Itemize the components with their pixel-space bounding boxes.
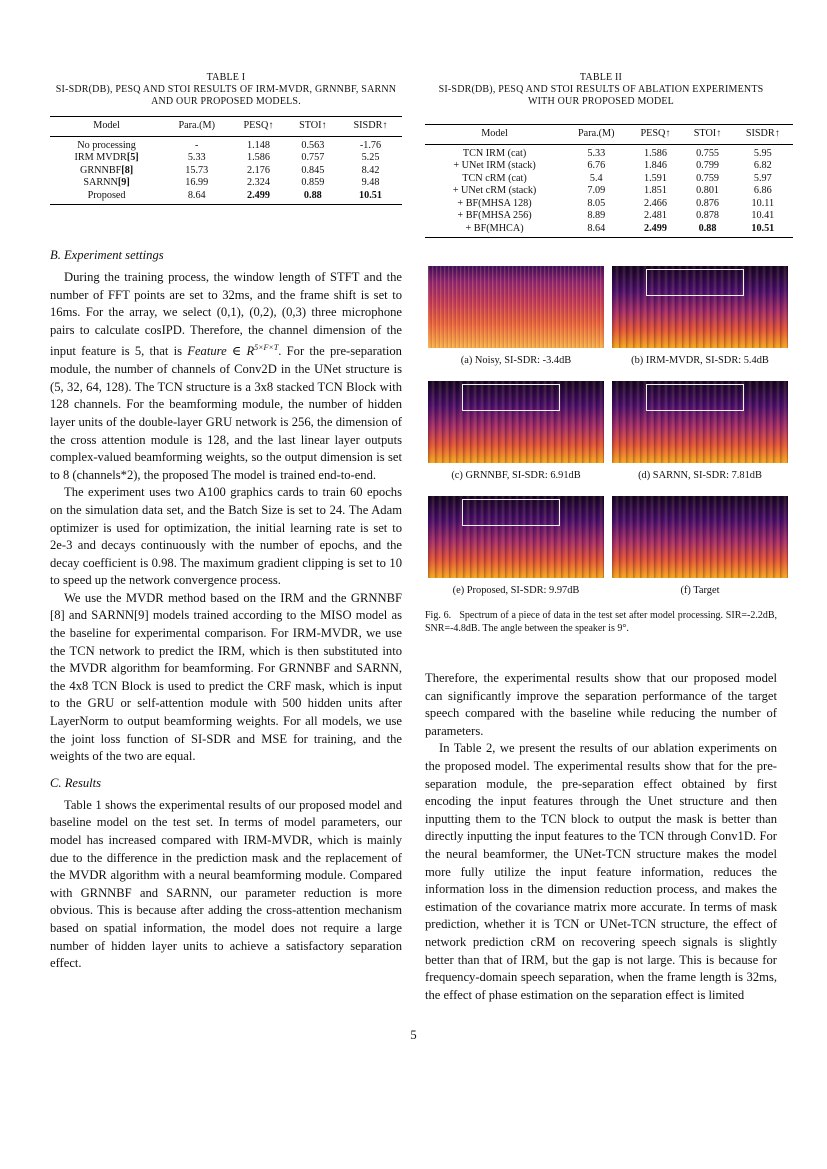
table2-cell-para: 5.33 bbox=[587, 147, 606, 159]
table2-cell-stoi: 0.878 bbox=[696, 210, 719, 221]
section-heading-settings: B. Experiment settings bbox=[50, 248, 164, 262]
table2-header-para: Para.(M) bbox=[578, 128, 615, 139]
table1-cell-ref[interactable]: [9] bbox=[117, 177, 130, 188]
table1-cell-sisdr: 8.42 bbox=[361, 164, 380, 176]
paragraph bbox=[50, 269, 402, 484]
table1-cell-para: - bbox=[195, 139, 199, 151]
table2-header-model: Model bbox=[481, 128, 508, 139]
math-in: ∈ bbox=[226, 344, 247, 359]
table-row bbox=[50, 190, 402, 205]
table1-number: TABLE I bbox=[206, 72, 246, 83]
subcaption-a: (a) Noisy, SI-SDR: -3.4dB bbox=[460, 355, 572, 366]
paragraph: The experiment uses two A100 graphics cards to train 60 epochs on the simulation data set, and the Batch Size is set to 24. The Adam optimizer is used for optimization, the initial learning rate is set to 2e-3 and decays continuously with the number of epochs, and the decay coefficient is 0.98. The maximum gradient clipping is set to 10 to speed up the network convergence process. bbox=[50, 485, 402, 588]
table1-cell-pesq: 1.586 bbox=[247, 152, 270, 163]
table2-cell-para: 8.05 bbox=[587, 197, 606, 209]
paragraph-text: . For the pre-separation module, the number of channels of Conv2D in the UNet structure is (5, 32, 64, 128). The TCN structure is a 3x8 stacked TCN Block with 128 channels. For the beamforming module, the number of hidden layer units of the double-layer GRU network is 256, the dimension of the cross attention module is 128, and the last linear layer outputs complex-valued beamforming weights, so the output dimension is set to 8 (channels*2), the proposed The model is trained end-to-end. bbox=[50, 344, 402, 482]
table1-cell-model: GRNNBF bbox=[79, 164, 122, 176]
table2-cell-para: 6.76 bbox=[587, 160, 606, 171]
section-heading-results: C. Results bbox=[50, 775, 102, 790]
table2-header-row bbox=[425, 125, 793, 145]
subcaption-e: (e) Proposed, SI-SDR: 9.97dB bbox=[452, 585, 580, 596]
math-set: R bbox=[246, 344, 255, 359]
highlight-box bbox=[646, 269, 744, 296]
table1-cell-para: 16.99 bbox=[185, 177, 209, 188]
paragraph: In Table 2, we present the results of our ablation experiments on the proposed model. The experimental results show that for the pre-separation module, the pre-separation effect obtained by first encoding the input features through the Unet structure and then inputting them to the TCN block to output the mask is better than directly inputting the input features to the TCN through Conv1D. For the neural beamformer, the UNet-TCN structure makes the model more fully utilize the input feature information, reduces the information loss in the dimension reduction process, and makes the estimation of the covariance matrix more accurate. In terms of mask prediction, whether it is TCN or UNet-TCN structure, the effect of network prediction cRM on recovering speech signals is slightly better than that of IRM, but the gap is not large. This is because for frequency-domain speech separation, when the frame length is 32ms, the effect of phase estimation on the separation effect is limited bbox=[425, 741, 777, 1002]
table2-cell-stoi: 0.88 bbox=[698, 222, 717, 234]
table1-header-model: Model bbox=[93, 120, 120, 131]
table2-cell-stoi: 0.801 bbox=[696, 185, 719, 196]
table2-cell-pesq: 2.499 bbox=[643, 222, 667, 234]
spectrogram-grnnbf bbox=[428, 381, 604, 463]
table-row bbox=[50, 165, 402, 178]
table1-cell-stoi: 0.563 bbox=[301, 139, 325, 151]
table-row bbox=[425, 198, 793, 211]
table1-header-row bbox=[50, 117, 402, 137]
table2-header-pesq: PESQ↑ bbox=[640, 128, 671, 139]
table2-cell-para: 5.4 bbox=[589, 172, 603, 184]
paragraph: Therefore, the experimental results show that our proposed model can significantly improve the separation performance of the target speech compared with the baseline while reducing the number of parameters. bbox=[425, 671, 777, 738]
table1 bbox=[50, 116, 402, 205]
table2-cell-sisdr: 5.95 bbox=[753, 147, 772, 159]
table1-cell-pesq: 2.324 bbox=[247, 177, 270, 188]
paragraph: Table 1 shows the experimental results of our proposed model and baseline model on the test set. In terms of model parameters, our model has increased compared with IRM-MVDR, which is mainly due to the difference in the prediction mask and the replacement of the MVDR algorithm with a neural beamforming module. Compared with GRNNBF and SARNN, our parameter reduction is more obvious. This is because after adding the cross-attention mechanism based on spatial information, the model does not require a large number of hidden layer units to achieve a satisfactory separation effect. bbox=[50, 797, 402, 971]
table2-cell-sisdr: 6.86 bbox=[753, 185, 772, 196]
paragraph: We use the MVDR method based on the IRM and the GRNNBF [8] and SARNN[9] models trained according to the MISO model as the baseline for experimental comparison. For IRM-MVDR, we use the TCN network to predict the IRM, which is then substituted into the MVDR algorithm for beamforming. For GRNNBF and SARNN, the 4x8 TCN Block is used to predict the CRF mask, which is input to the GRU or self-attention module with 500 hidden units after LayerNorm to output beamforming weights. For all models, we use the joint loss function of SI-SDR and MSE for training, and the weights of the two are equal. bbox=[50, 590, 402, 764]
table2-cell-sisdr: 5.97 bbox=[753, 172, 772, 184]
table1-cell-para: 5.33 bbox=[187, 152, 206, 163]
table1-cell-sisdr: 10.51 bbox=[359, 189, 382, 201]
table1-header-sisdr: SISDR↑ bbox=[353, 120, 388, 131]
table2-cell-sisdr: 10.11 bbox=[751, 197, 775, 209]
table-row bbox=[50, 136, 402, 152]
table2-header-stoi: STOI↑ bbox=[693, 128, 722, 139]
table-row bbox=[425, 173, 793, 186]
table2-title: SI-SDR(DB), PESQ AND STOI RESULTS OF ABLATION EXPERIMENTS WITH OUR PROPOSED MODEL bbox=[438, 84, 764, 107]
table1-caption bbox=[50, 72, 402, 108]
table2-cell-para: 8.64 bbox=[587, 222, 606, 234]
table1-cell-model: SARNN bbox=[83, 177, 118, 188]
table2-cell-pesq: 1.586 bbox=[643, 147, 667, 159]
table1-header-pesq: PESQ↑ bbox=[243, 120, 274, 131]
table2-cell-model: + UNet IRM (stack) bbox=[453, 160, 536, 171]
table2-cell-para: 7.09 bbox=[587, 185, 606, 196]
figure-6 bbox=[428, 266, 788, 596]
table1-cell-pesq: 2.176 bbox=[247, 164, 270, 176]
table2-cell-sisdr: 10.51 bbox=[751, 222, 775, 234]
subcaption-b: (b) IRM-MVDR, SI-SDR: 5.4dB bbox=[631, 355, 769, 366]
table1-cell-stoi: 0.859 bbox=[301, 177, 325, 188]
page-number: 5 bbox=[410, 1028, 417, 1042]
figure-caption-label: Fig. 6. bbox=[425, 610, 452, 621]
table1-cell-model: No processing bbox=[77, 139, 136, 151]
table2-cell-model: TCN cRM (cat) bbox=[462, 172, 527, 184]
figure-caption bbox=[425, 610, 777, 635]
table2-caption bbox=[425, 72, 777, 108]
table-row bbox=[425, 144, 793, 160]
table2-cell-model: TCN IRM (cat) bbox=[462, 147, 527, 159]
table2-cell-pesq: 1.591 bbox=[643, 172, 667, 184]
table2-number: TABLE II bbox=[579, 72, 623, 83]
table1-header-para: Para.(M) bbox=[178, 120, 215, 131]
table1-cell-model: IRM MVDR bbox=[74, 152, 127, 163]
table2-cell-pesq: 1.851 bbox=[643, 185, 667, 196]
spectrogram-irm-mvdr bbox=[612, 266, 788, 348]
table1-cell-pesq: 2.499 bbox=[247, 189, 270, 201]
table1-cell-ref[interactable]: [5] bbox=[126, 152, 139, 163]
spectrogram-noisy bbox=[428, 266, 604, 348]
table1-title: SI-SDR(DB), PESQ AND STOI RESULTS OF IRM-MVDR, GRNNBF, SARNN AND OUR PROPOSED MODELS. bbox=[55, 84, 397, 107]
subcaption-c: (c) GRNNBF, SI-SDR: 6.91dB bbox=[451, 470, 581, 481]
table2-cell-para: 8.89 bbox=[587, 210, 606, 221]
table1-cell-sisdr: -1.76 bbox=[359, 139, 382, 151]
table-row bbox=[425, 223, 793, 238]
table-row bbox=[425, 185, 793, 198]
spectrogram-sarnn bbox=[612, 381, 788, 463]
table1-cell-para: 8.64 bbox=[187, 189, 206, 201]
table2-cell-model: + UNet cRM (stack) bbox=[452, 185, 537, 196]
table2-cell-stoi: 0.799 bbox=[696, 160, 719, 171]
table2-cell-stoi: 0.876 bbox=[696, 197, 719, 209]
highlight-box bbox=[462, 384, 560, 411]
table1-cell-sisdr: 5.25 bbox=[361, 152, 380, 163]
table-row bbox=[425, 160, 793, 173]
table2-cell-pesq: 1.846 bbox=[643, 160, 667, 171]
table2-cell-sisdr: 10.41 bbox=[751, 210, 775, 221]
subcaption-f: (f) Target bbox=[680, 585, 720, 596]
table1-cell-model: Proposed bbox=[87, 189, 126, 201]
right-body bbox=[425, 670, 777, 1004]
spectrogram-proposed bbox=[428, 496, 604, 578]
table2-header-sisdr: SISDR↑ bbox=[745, 128, 780, 139]
math-superscript: 5×F×T bbox=[254, 343, 279, 353]
table2-cell-stoi: 0.759 bbox=[696, 172, 719, 184]
spectrogram-target bbox=[612, 496, 788, 578]
table2-cell-model: + BF(MHCA) bbox=[465, 222, 524, 234]
table1-header-stoi: STOI↑ bbox=[299, 120, 327, 131]
table1-cell-pesq: 1.148 bbox=[247, 139, 270, 151]
table2 bbox=[425, 124, 793, 238]
table2-cell-model: + BF(MHSA 256) bbox=[457, 210, 532, 221]
math-feature: Feature bbox=[187, 344, 227, 359]
table1-cell-stoi: 0.757 bbox=[301, 152, 325, 163]
table2-cell-pesq: 2.466 bbox=[643, 197, 667, 209]
table-row bbox=[425, 210, 793, 223]
left-body bbox=[50, 247, 402, 973]
table1-cell-stoi: 0.88 bbox=[303, 189, 322, 201]
subcaption-d: (d) SARNN, SI-SDR: 7.81dB bbox=[638, 470, 762, 481]
table2-cell-model: + BF(MHSA 128) bbox=[457, 197, 532, 209]
table1-cell-para: 15.73 bbox=[185, 164, 209, 176]
table-row bbox=[50, 177, 402, 190]
table-row bbox=[50, 152, 402, 165]
highlight-box bbox=[462, 499, 560, 526]
table2-cell-sisdr: 6.82 bbox=[753, 160, 772, 171]
table1-cell-ref[interactable]: [8] bbox=[121, 164, 134, 176]
table1-cell-sisdr: 9.48 bbox=[361, 177, 380, 188]
paragraph-text: During the training process, the window length of STFT and the number of FFT points are set to 32ms, and the frame shift is set to 16ms. For the array, we select (0,1), (0,2), (0,3) three microphone pairs to calculate cosIPD. Therefore, the channel dimension of the input feature is 5, that is bbox=[50, 270, 402, 359]
highlight-box bbox=[646, 384, 744, 411]
figure-caption-text: Spectrum of a piece of data in the test set after model processing. SIR=-2.2dB, SNR=-4.8dB. The angle between the speaker is 9°. bbox=[425, 610, 778, 634]
table1-cell-stoi: 0.845 bbox=[301, 164, 325, 176]
table2-cell-stoi: 0.755 bbox=[696, 147, 719, 159]
table2-cell-pesq: 2.481 bbox=[643, 210, 667, 221]
